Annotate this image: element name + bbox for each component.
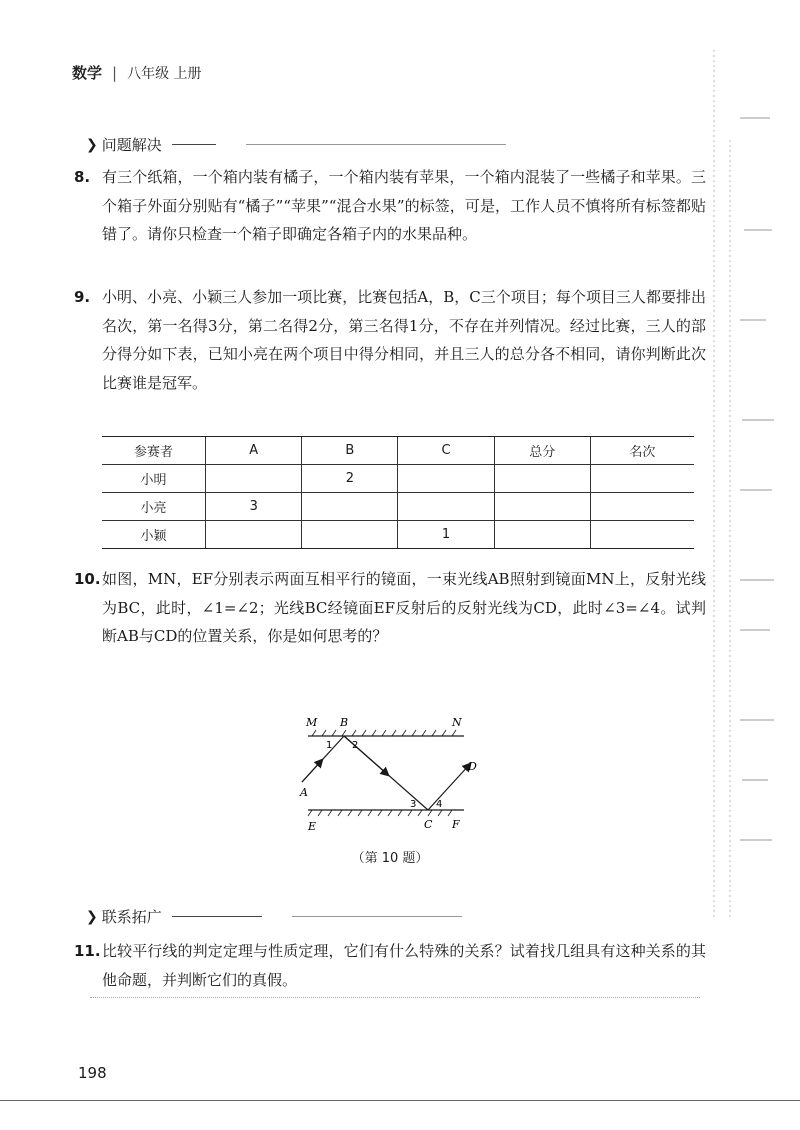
question-number: 8. <box>74 168 91 186</box>
table-header-cell: 参赛者 <box>102 437 206 465</box>
question-number: 9. <box>74 288 91 306</box>
question-10 <box>74 565 706 651</box>
table-row <box>102 465 694 493</box>
question-11 <box>74 937 706 994</box>
angle-label-1: 1 <box>326 740 333 751</box>
table-header-cell: A <box>206 437 302 465</box>
bottom-rule <box>0 1100 800 1101</box>
table-cell <box>302 493 398 521</box>
table-row <box>102 521 694 549</box>
section-problem-solving <box>86 134 506 155</box>
section-rule <box>172 916 262 917</box>
header-separator: | <box>112 63 118 82</box>
label-a: A <box>300 786 308 799</box>
ray-cd <box>428 764 470 810</box>
table-cell: 小明 <box>102 465 206 493</box>
score-table <box>102 436 694 549</box>
table-cell: 1 <box>398 521 494 549</box>
table-row <box>102 493 694 521</box>
chevron-right-icon: ❯ <box>86 136 98 153</box>
arrow-bc <box>344 736 388 775</box>
table-cell <box>590 493 694 521</box>
table-cell <box>590 521 694 549</box>
table-cell: 3 <box>206 493 302 521</box>
section-rule-light <box>246 144 506 145</box>
angle-label-3: 3 <box>410 799 417 810</box>
table-cell <box>398 465 494 493</box>
table-cell <box>494 521 590 549</box>
table-cell <box>398 493 494 521</box>
question-8 <box>74 163 706 249</box>
label-e: E <box>308 820 317 833</box>
figure-caption: （第 10 题） <box>351 851 429 866</box>
question-9 <box>74 283 706 397</box>
arrow-ab <box>302 760 322 782</box>
section-title-problem-solving: 问题解决 <box>101 136 162 154</box>
mirror-mn <box>308 730 464 736</box>
table-header-cell: B <box>302 437 398 465</box>
table-cell <box>590 465 694 493</box>
section-title-extension: 联系拓广 <box>101 908 162 926</box>
section-rule-light <box>292 916 462 917</box>
page-header <box>72 62 202 83</box>
table-cell <box>206 465 302 493</box>
question-text: 小明、小亮、小颖三人参加一项比赛，比赛包括A，B，C三个项目；每个项目三人都要排出名次，第一名得3分，第二名得2分，第三名得1分，不存在并列情况。经过比赛，三人的部分得分如下表，已知小亮在两个项目中得分相同，并且三人的总分各不相同，请你判断此次比赛谁是冠军。 <box>102 288 706 392</box>
table-header-cell: 名次 <box>590 437 694 465</box>
mirror-reflection-figure <box>296 712 486 842</box>
table-header-cell: C <box>398 437 494 465</box>
table-header-row <box>102 437 694 465</box>
header-subject: 数学 <box>72 64 103 82</box>
table-cell <box>494 493 590 521</box>
label-c: C <box>424 818 433 831</box>
page-number: 198 <box>78 1064 107 1082</box>
label-m: M <box>306 716 318 729</box>
section-rule <box>172 144 216 145</box>
header-grade: 八年级 上册 <box>127 65 202 82</box>
angle-label-2: 2 <box>352 740 359 751</box>
question-number: 11. <box>74 942 101 960</box>
question-text: 如图，MN，EF分别表示两面互相平行的镜面，一束光线AB照射到镜面MN上，反射光线为BC，此时，∠1=∠2；光线BC经镜面EF反射后的反射光线为CD，此时∠3=∠4。试判断AB与CD的位置关系，你是如何思考的？ <box>102 570 706 645</box>
section-extension <box>86 906 462 927</box>
table-cell: 2 <box>302 465 398 493</box>
question-text: 比较平行线的判定定理与性质定理，它们有什么特殊的关系？试着找几组具有这种关系的其他命题，并判断它们的真假。 <box>102 942 706 989</box>
table-cell <box>206 521 302 549</box>
question-text: 有三个纸箱，一个箱内装有橘子，一个箱内装有苹果，一个箱内混装了一些橘子和苹果。三个箱子外面分别贴有“橘子”“苹果”“混合水果”的标签，可是，工作人员不慎将所有标签都贴错了。请你只检查一个箱子即确定各箱子内的水果品种。 <box>102 168 706 243</box>
table-cell <box>494 465 590 493</box>
chevron-right-icon: ❯ <box>86 908 98 925</box>
scan-margin-marks <box>700 20 780 940</box>
question-number: 10. <box>74 570 101 588</box>
label-b: B <box>340 716 349 729</box>
label-f: F <box>452 818 460 831</box>
mirror-ef <box>308 810 464 816</box>
table-cell: 小亮 <box>102 493 206 521</box>
table-header-cell: 总分 <box>494 437 590 465</box>
angle-label-4: 4 <box>436 799 443 810</box>
label-n: N <box>452 716 462 729</box>
table-cell: 小颖 <box>102 521 206 549</box>
table-cell <box>302 521 398 549</box>
label-d: D <box>468 760 477 773</box>
dotted-divider <box>90 997 700 998</box>
